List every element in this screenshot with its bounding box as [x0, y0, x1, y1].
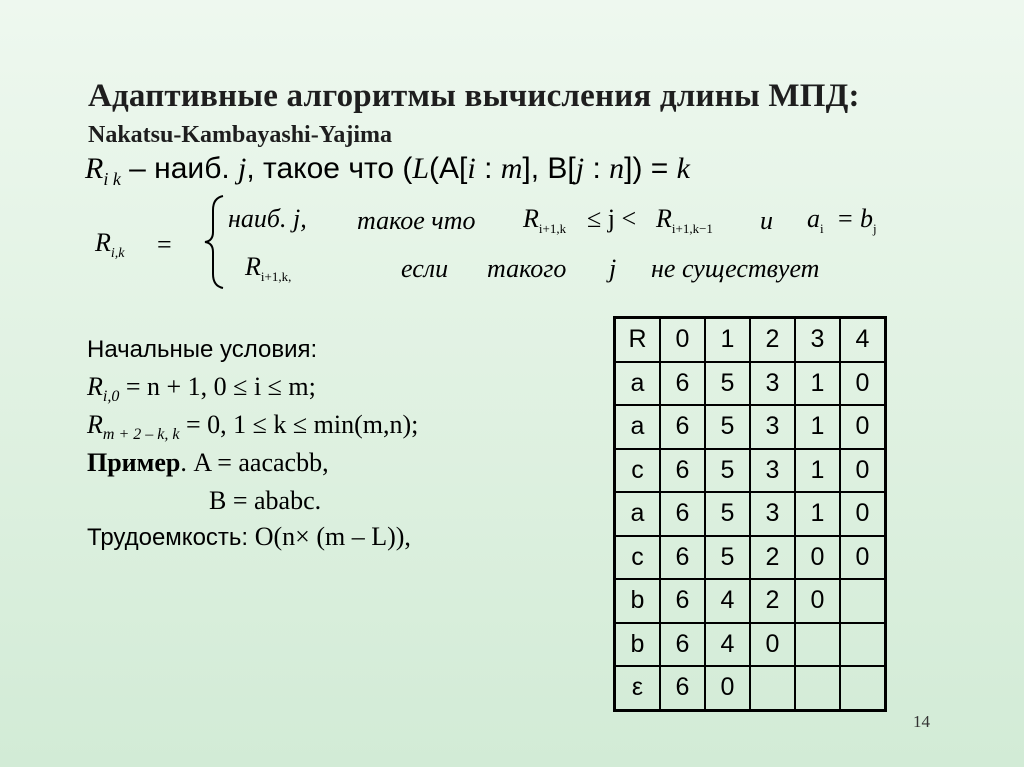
def-text7: ]) = — [624, 152, 677, 185]
table-cell: 6 — [660, 579, 705, 623]
row2-j: j — [609, 254, 617, 283]
def-sub: i k — [103, 169, 121, 189]
def-text6: : — [584, 152, 610, 185]
table-cell: 1 — [705, 318, 750, 362]
table-cell — [840, 579, 886, 623]
slide-title: Адаптивные алгоритмы вычисления длины МПД: — [88, 78, 860, 114]
table-row — [615, 449, 886, 493]
recurrence-formula — [95, 200, 895, 295]
example-label: Пример — [87, 448, 181, 477]
lhs-R: R — [95, 228, 111, 257]
table-cell: 6 — [660, 449, 705, 493]
table-cell: 0 — [840, 492, 886, 536]
table-row — [615, 492, 886, 536]
table-cell: 3 — [750, 492, 795, 536]
table-cell: ε — [615, 666, 661, 710]
def-i: i — [467, 152, 476, 185]
table-cell: 0 — [750, 623, 795, 667]
row1-a: $a_i$ — [807, 204, 824, 237]
table-cell: 6 — [660, 405, 705, 449]
table-row — [615, 536, 886, 580]
row1-b: $b_j$ — [860, 204, 877, 237]
table-cell: 2 — [750, 318, 795, 362]
table-cell: b — [615, 579, 661, 623]
table-cell: 1 — [795, 405, 840, 449]
example-line-b: B = ababc. — [209, 486, 322, 515]
table-cell: 4 — [705, 579, 750, 623]
condition-line-2: $R_{m + 2 - k, k} = 0$, 1 ≤ k ≤ min(m,n); — [87, 410, 419, 444]
table-cell: 3 — [795, 318, 840, 362]
table-cell: 0 — [705, 666, 750, 710]
table-cell: 0 — [795, 579, 840, 623]
def-j2: j — [575, 152, 585, 185]
condition-line-1: $R_{i,0} = n + 1$, 0 ≤ i ≤ m; — [87, 372, 316, 406]
row1-eq: = — [838, 204, 853, 233]
table-cell: 5 — [705, 362, 750, 406]
def-text5: ], B[ — [522, 152, 576, 185]
table-cell: a — [615, 492, 661, 536]
recurrence-lhs — [95, 228, 125, 262]
table-row — [615, 579, 886, 623]
def-text1: – наиб. — [120, 152, 239, 185]
table-cell: b — [615, 623, 661, 667]
example-line-a: Пример. A = aacacbb, — [87, 448, 329, 477]
table-cell — [840, 623, 886, 667]
table-cell — [840, 666, 886, 710]
def-k: k — [676, 152, 690, 185]
table-cell: 5 — [705, 492, 750, 536]
table-cell: 2 — [750, 579, 795, 623]
table-cell: 5 — [705, 449, 750, 493]
row1-takoe: такое что — [357, 206, 476, 235]
def-n: n — [609, 152, 625, 185]
table-cell: 6 — [660, 666, 705, 710]
def-text4: : — [475, 152, 501, 185]
row2-esli: если — [401, 254, 449, 283]
table-cell: 6 — [660, 362, 705, 406]
def-text2: , такое что ( — [246, 152, 413, 185]
row2-takogo: такого — [487, 254, 567, 283]
table-cell: c — [615, 536, 661, 580]
conditions-heading: Начальные условия: — [87, 336, 318, 363]
slide-subtitle: Nakatsu-Kambayashi-Yajima — [88, 122, 393, 148]
table-cell — [795, 666, 840, 710]
row2-ne: не существует — [651, 254, 820, 283]
table-cell: 1 — [795, 362, 840, 406]
left-brace-icon — [203, 194, 227, 290]
table-row — [615, 666, 886, 710]
table-cell: 3 — [750, 405, 795, 449]
page-number: 14 — [913, 712, 930, 731]
table-cell: a — [615, 405, 661, 449]
table-cell — [795, 623, 840, 667]
def-j: j — [238, 152, 247, 185]
row1-naib: наиб. j, — [228, 204, 307, 233]
table-cell: 0 — [840, 362, 886, 406]
table-cell: 3 — [750, 449, 795, 493]
table-cell: 0 — [660, 318, 705, 362]
row1-R2: $R_{i+1,k-1}$ — [656, 204, 713, 237]
table-cell: 1 — [795, 492, 840, 536]
table-row — [615, 362, 886, 406]
table-cell: R — [615, 318, 661, 362]
table-cell: 0 — [795, 536, 840, 580]
definition-line — [85, 152, 690, 190]
def-text3: (A[ — [429, 152, 468, 185]
table-cell: 3 — [750, 362, 795, 406]
table-row — [615, 623, 886, 667]
table-cell: 6 — [660, 623, 705, 667]
row1-and: и — [760, 206, 773, 235]
row2-R: $R_{i+1,k,}$ — [245, 252, 292, 285]
table-cell — [750, 666, 795, 710]
def-L: L — [412, 152, 430, 185]
table-cell: 6 — [660, 536, 705, 580]
table-cell: 0 — [840, 536, 886, 580]
table-cell: 0 — [840, 405, 886, 449]
row1-R1: $R_{i+1,k}$ — [523, 204, 567, 237]
table-cell: c — [615, 449, 661, 493]
table-cell: 6 — [660, 492, 705, 536]
recurrence-equals: = — [157, 230, 172, 259]
row1-leq: ≤ j < — [587, 204, 637, 233]
table-cell: a — [615, 362, 661, 406]
def-R: R — [85, 152, 104, 185]
table-cell: 4 — [840, 318, 886, 362]
def-m: m — [500, 152, 523, 185]
table-cell: 4 — [705, 623, 750, 667]
table-header-row — [615, 318, 886, 362]
complexity-line: Трудоемкость: O(n× (m – L)), — [87, 522, 411, 551]
dp-table — [613, 316, 887, 712]
table-cell: 5 — [705, 405, 750, 449]
table-row — [615, 405, 886, 449]
table-cell: 2 — [750, 536, 795, 580]
lhs-sub: i,k — [110, 246, 125, 262]
table-cell: 1 — [795, 449, 840, 493]
table-cell: 0 — [840, 449, 886, 493]
table-cell: 5 — [705, 536, 750, 580]
